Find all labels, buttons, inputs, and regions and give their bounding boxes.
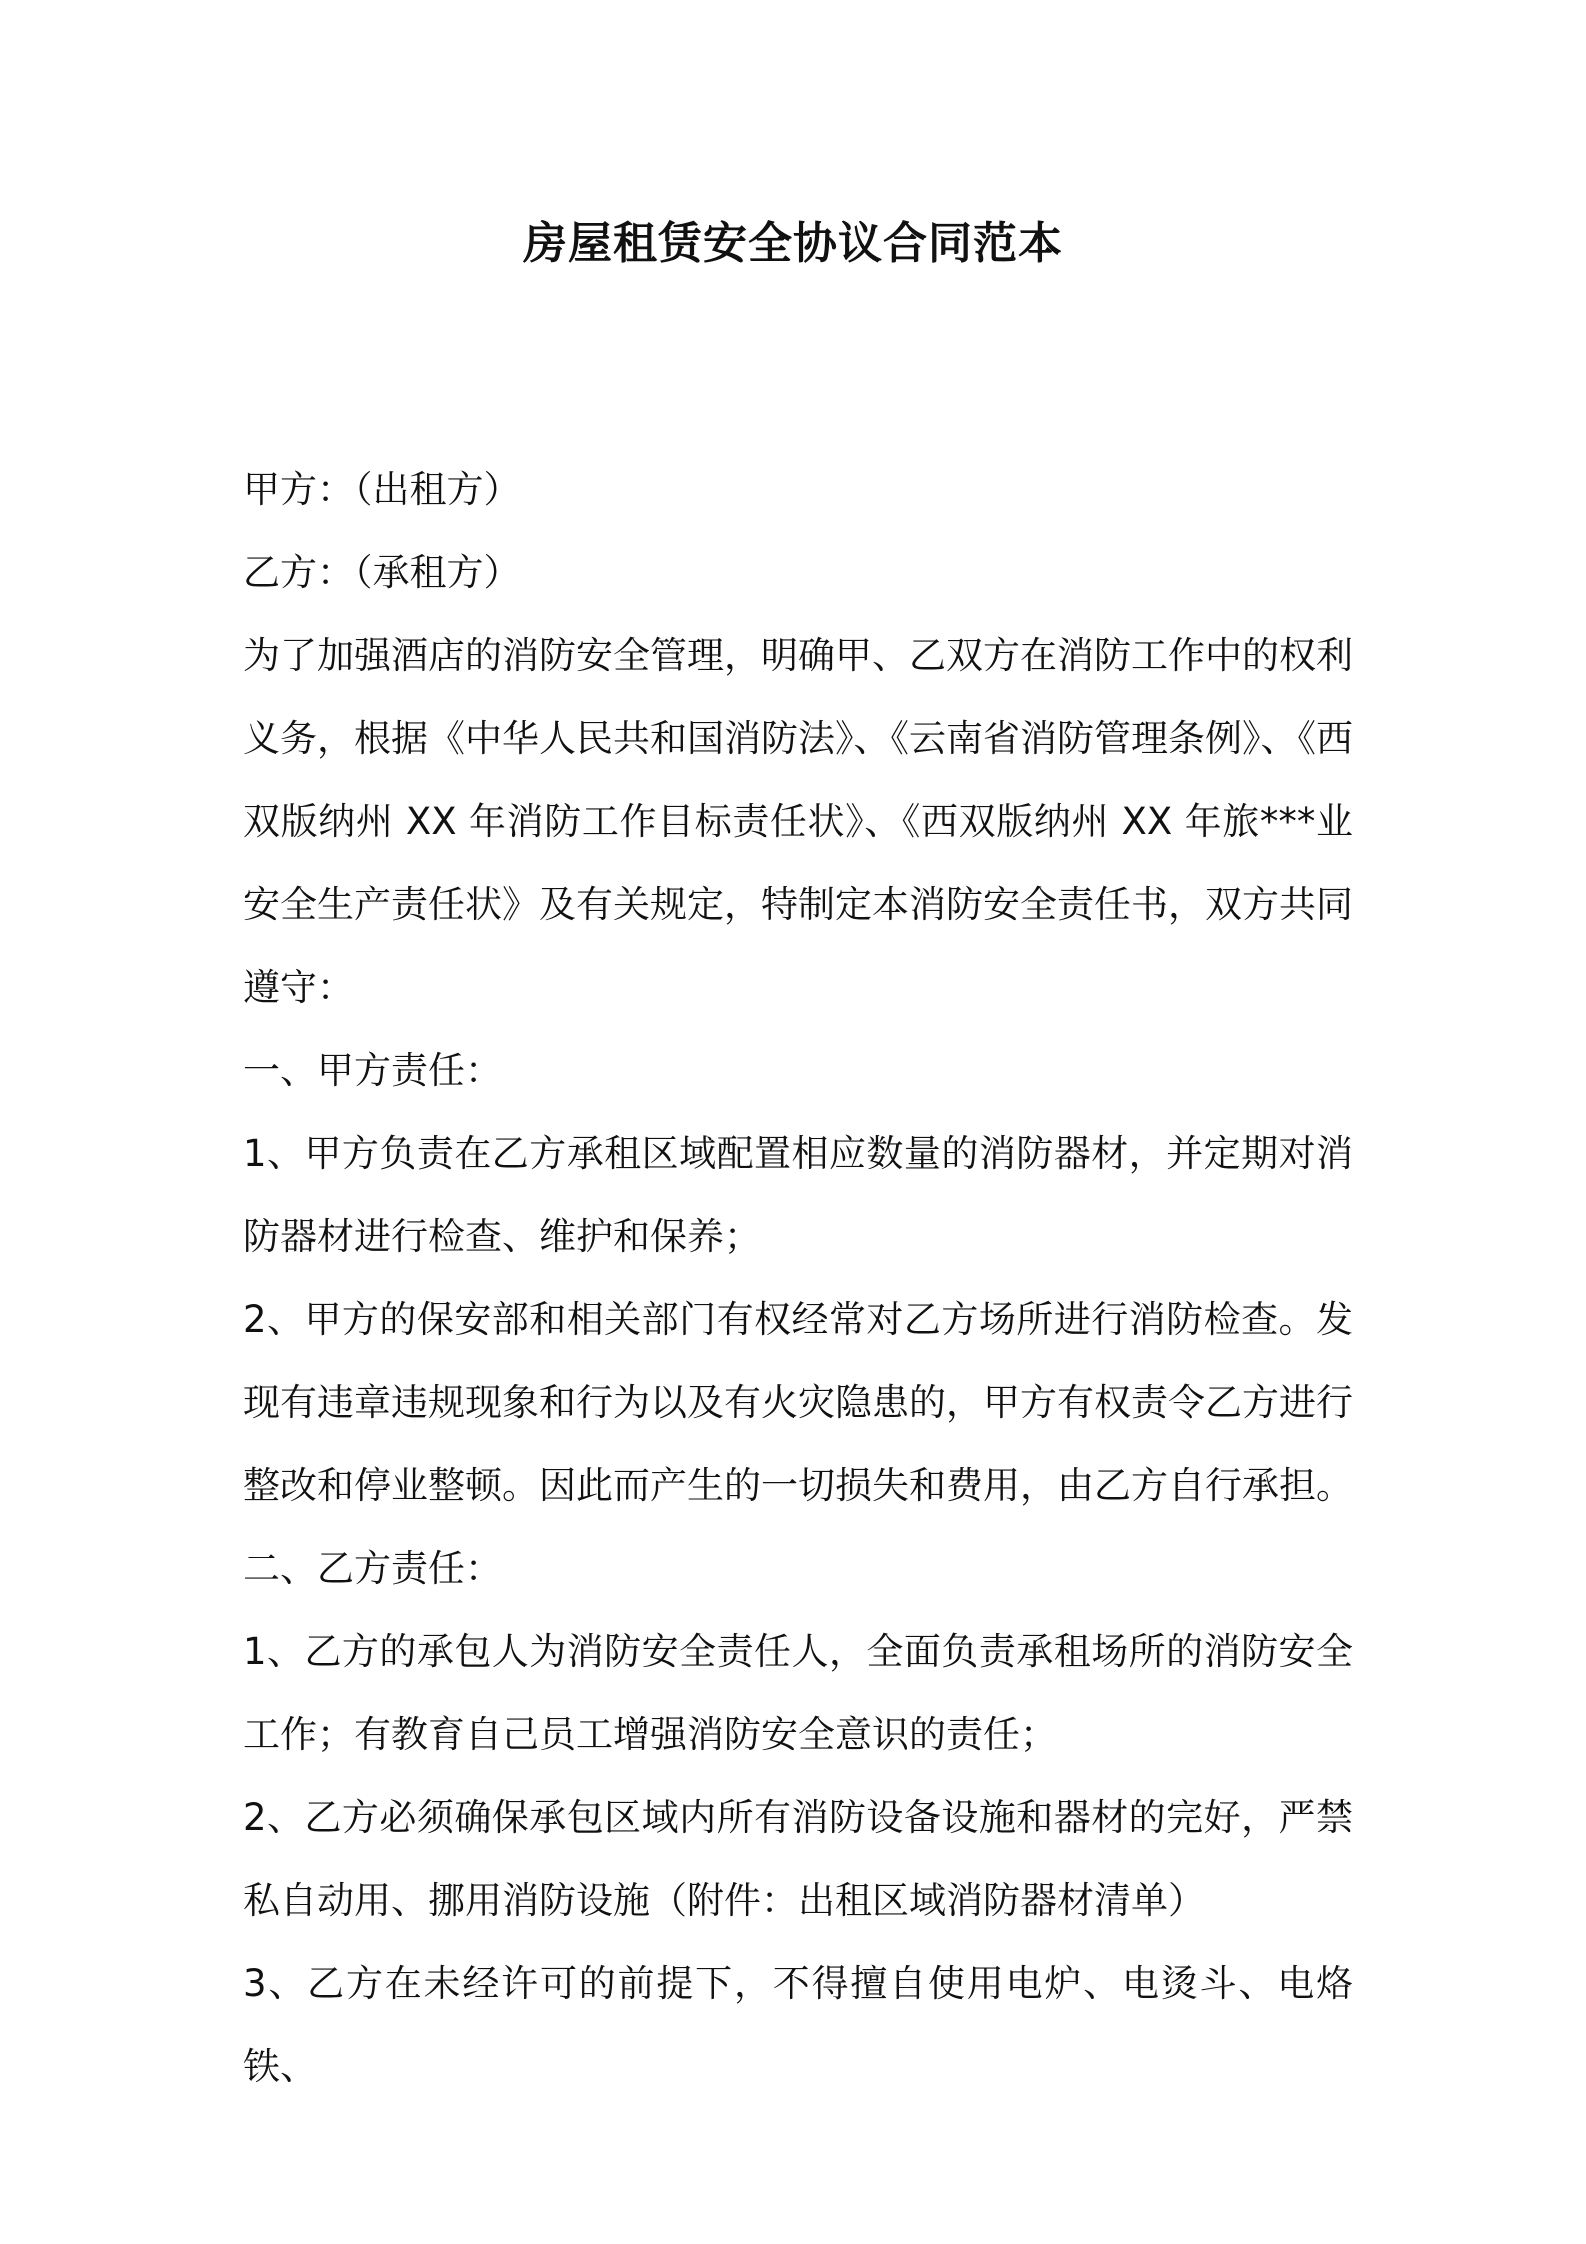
document-body <box>243 448 1353 2108</box>
document-title: 房屋租赁安全协议合同范本 <box>523 218 1063 269</box>
party-b-line: 乙方：（承租方） <box>243 551 521 594</box>
section-heading-party-a: 一、甲方责任： <box>243 1049 502 1092</box>
clause-b-3: 3、乙方在未经许可的前提下，不得擅自使用电炉、电烫斗、电烙铁、 <box>243 1962 1353 2088</box>
party-a-line: 甲方：（出租方） <box>243 468 521 511</box>
clause-a-2: 2、甲方的保安部和相关部门有权经常对乙方场所进行消防检查。发现有违章违规现象和行为以及有火灾隐患的，甲方有权责令乙方进行整改和停业整顿。因此而产生的一切损失和费用，由乙方自行承担。 <box>243 1298 1353 1507</box>
preamble-paragraph: 为了加强酒店的消防安全管理，明确甲、乙双方在消防工作中的权利义务，根据《中华人民共和国消防法》、《云南省消防管理条例》、《西双版纳州 XX 年消防工作目标责任状》、《西双版纳州 XX 年旅***业安全生产责任状》及有关规定，特制定本消防安全责任书，双方共同遵守： <box>243 634 1353 1009</box>
clause-a-1: 1、甲方负责在乙方承租区域配置相应数量的消防器材，并定期对消防器材进行检查、维护和保养； <box>243 1132 1353 1258</box>
section-heading-party-b: 二、乙方责任： <box>243 1547 502 1590</box>
clause-b-2: 2、乙方必须确保承包区域内所有消防设备设施和器材的完好，严禁私自动用、挪用消防设施（附件：出租区域消防器材清单） <box>243 1796 1353 1922</box>
clause-b-1: 1、乙方的承包人为消防安全责任人，全面负责承租场所的消防安全工作；有教育自己员工增强消防安全意识的责任； <box>243 1630 1353 1756</box>
